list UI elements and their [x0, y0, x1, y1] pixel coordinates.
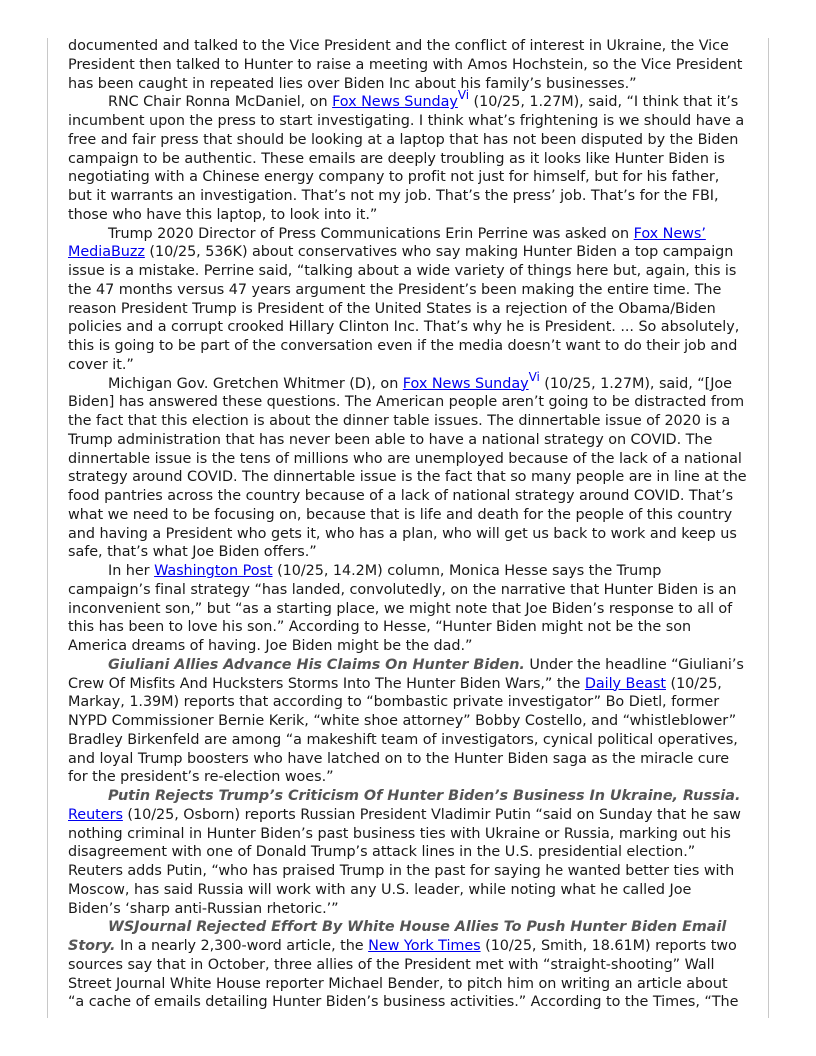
- paragraph-text: Michigan Gov. Gretchen Whitmer (D), on: [108, 375, 403, 392]
- story-headline: Putin Rejects Trump’s Criticism Of Hunter Biden’s Business In Ukraine, Russia.: [108, 788, 741, 804]
- article-body: [68, 37, 747, 1012]
- paragraph: [68, 918, 747, 1012]
- paragraph-text: Trump 2020 Director of Press Communications Erin Perrine was asked on: [108, 225, 634, 242]
- source-link[interactable]: Fox News’ MediaBuzz: [68, 225, 706, 261]
- paragraph: [68, 88, 747, 224]
- source-link[interactable]: Reuters: [68, 806, 123, 823]
- paragraph-text: (10/25, Osborn) reports Russian President Vladimir Putin “said on Sunday that he saw nothing criminal in Hunter Biden’s past business ties with Ukraine or Russia, marking out his disagreement with one of Donald Trump’s attack lines in the U.S. presidential election.” Reuters adds Putin, “who has praised Trump in the past for saying he wanted better ties with Moscow, has said Russia will work with any U.S. leader, while noting what he called Joe Biden’s ‘sharp anti-Russian rhetoric.’”: [68, 806, 741, 917]
- source-link[interactable]: Daily Beast: [584, 675, 666, 692]
- paragraph: [68, 369, 747, 563]
- paragraph-text: In her: [108, 563, 155, 579]
- paragraph-text: (10/25, 1.27M), said, “[Joe Biden] has answered these questions. The American people aren’t going to be distracted from the fact that this election is about the dinner table issues. The dinnertable issue of 2020 is a Trump administration that has never been able to have a national strategy on COVID. The dinnertable issue is the tens of millions who are unemployed because of the lack of a national strategy around COVID. The dinnertable issue is the fact that so many people are in line at the food pantries across the country because of a lack of national strategy around COVID. That’s what we need to be focusing on, because that is life and death for the people of this country and having a President who gets it, who has a plan, who will get us back to work and keep us safe, that’s what Joe Biden offers.”: [68, 375, 747, 561]
- paragraph-text: (10/25, 14.2M) column, Monica Hesse says the Trump campaign’s final strategy “has landed, convolutedly, on the narrative that Hunter Biden is an inconvenient son,” but “as a starting place, we might note that Joe Biden’s response to all of this has been to love his son.” According to Hesse, “Hunter Biden might not be the son America dreams of having. Joe Biden might be the dad.”: [68, 563, 737, 654]
- source-link[interactable]: Fox News Sunday: [402, 375, 529, 392]
- paragraph-text: (10/25, Smith, 18.61M) reports two sources say that in October, three allies of the President met with “straight-shooting” Wall Street Journal White House reporter Michael Bender, to pitch him on writing an article about “a cache of emails detailing Hunter Biden’s business activities.” According to the Times, “The: [68, 938, 739, 1011]
- paragraph-text: documented and talked to the Vice President and the conflict of interest in Ukraine, the Vice President then talked to Hunter to raise a meeting with Amos Hochstein, so the Vice President has been caught in repeated lies over Biden Inc about his family’s businesses.”: [68, 38, 743, 92]
- paragraph-text: (10/25, 1.27M), said, “I think that it’s incumbent upon the press to start investigating. I think what’s frightening is we should have a free and fair press that should be looking at a laptop that has not been disputed by the Biden campaign to be authentic. These emails are deeply troubling as it looks like Hunter Biden is negotiating with a Chinese energy company to profit not just for himself, but for his father, but it warrants an investigation. That’s not my job. That’s the press’ job. That’s for the FBI, those who have this laptop, to look into it.”: [68, 94, 745, 223]
- paragraph: [68, 656, 747, 787]
- source-link[interactable]: Fox News Sunday: [332, 94, 458, 111]
- video-marker: Vi: [528, 369, 540, 384]
- paragraph: [68, 787, 747, 918]
- paragraph: [68, 562, 747, 656]
- video-marker: Vi: [457, 88, 470, 103]
- left-margin-rule: [47, 38, 48, 1018]
- story-headline: Giuliani Allies Advance His Claims On Hunter Biden.: [108, 656, 525, 673]
- paragraph-text: In a nearly 2,300-word article, the: [115, 938, 369, 954]
- source-link[interactable]: Washington Post: [154, 563, 273, 579]
- paragraph-text: (10/25, Markay, 1.39M) reports that according to “bombastic private investigator” Bo Dietl, former NYPD Commissioner Bernie Kerik, “white shoe attorney” Bobby Costello, and “whistleblower” Bradley Birkenfeld are among “a makeshift team of investigators, cynical political operatives, and loyal Trump boosters who have latched on to the Hunter Biden saga as the miracle cure for the president’s re-election woes.”: [68, 675, 738, 786]
- right-margin-rule: [768, 38, 769, 1018]
- paragraph-text: (10/25, 536K) about conservatives who say making Hunter Biden a top campaign issue is a mistake. Perrine said, “talking about a wide variety of things here but, again, this is the 47 months versus 47 years argument the President’s been making the entire time. The reason President Trump is President of the United States is a rejection of the Obama/Biden policies and a corrupt crooked Hillary Clinton Inc. That’s why he is President. ... So absolutely, this is going to be part of the conversation even if the media doesn’t want to do their job and cover it.”: [68, 244, 740, 373]
- source-link[interactable]: New York Times: [368, 938, 481, 954]
- paragraph-text: RNC Chair Ronna McDaniel, on: [108, 94, 333, 111]
- paragraph-text: Under the headline “Giuliani’s Crew Of Misfits And Hucksters Storms Into The Hunter Biden Wars,” the: [68, 656, 744, 692]
- paragraph: [68, 225, 747, 375]
- story-headline: WSJournal Rejected Effort By White House Allies To Push Hunter Biden Email Story.: [68, 919, 727, 954]
- paragraph: [68, 37, 747, 93]
